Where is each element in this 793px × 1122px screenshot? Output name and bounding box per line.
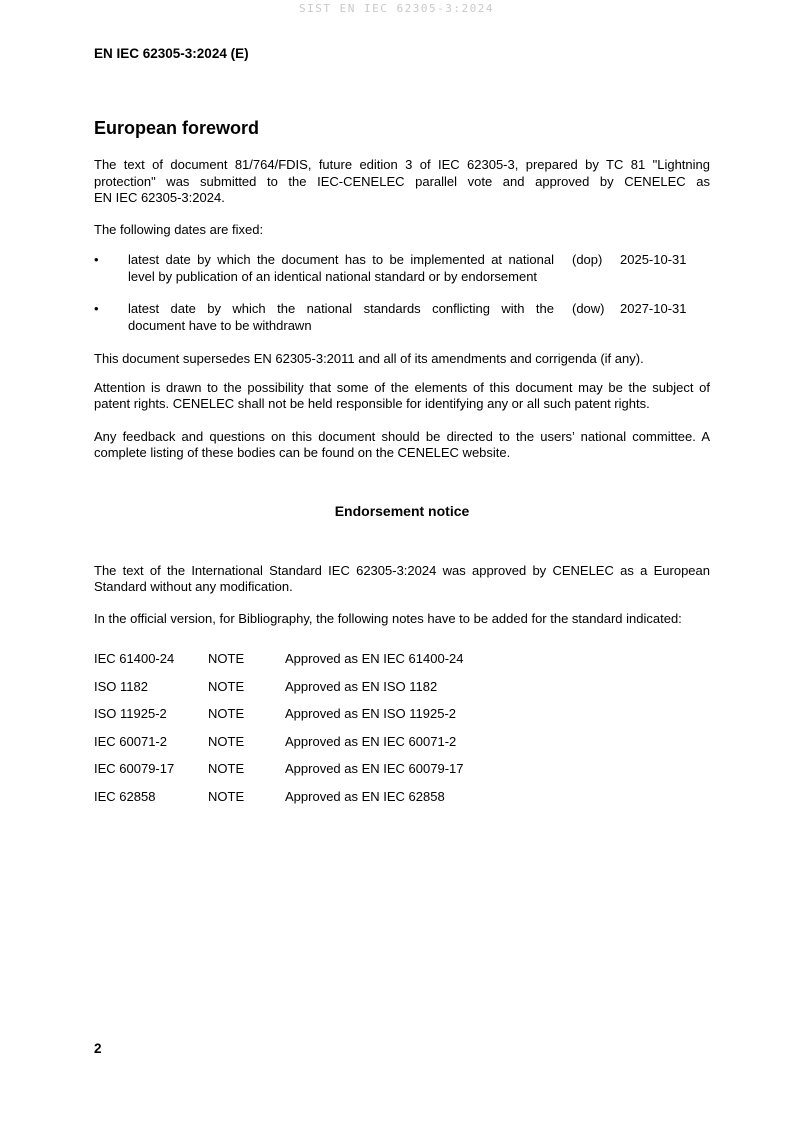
text-line: The following dates are fixed: — [94, 221, 264, 237]
date-label-dow: (dow) — [572, 301, 605, 316]
note-text: Approved as EN ISO 11925-2 — [285, 706, 457, 721]
note-keyword: NOTE — [208, 651, 245, 666]
note-text: Approved as EN IEC 60071-2 — [285, 733, 457, 749]
text-line: This document supersedes EN 62305-3:2011 and all of its amendments and corrigenda (if any). — [94, 351, 644, 366]
date-value-dow: 2027-10-31 — [620, 301, 687, 316]
note-text: Approved as EN ISO 1182 — [285, 678, 438, 694]
endorsement-heading: Endorsement notice — [334, 502, 470, 519]
note-keyword: NOTE — [208, 678, 245, 694]
text-line: latest date by which the document has to be implemented at national — [128, 252, 554, 267]
date-label-dop: (dop) — [572, 252, 603, 267]
note-keyword: NOTE — [208, 788, 245, 804]
text-line: The text of document 81/764/FDIS, future edition 3 of IEC 62305-3, prepared by TC 81 "Lightning — [94, 157, 710, 172]
foreword-paragraph-4 — [94, 429, 710, 462]
date-item-dow — [94, 301, 710, 334]
document-reference: EN IEC 62305-3:2024 (E) — [94, 46, 249, 61]
watermark-text: SIST EN IEC 62305-3:2024 — [299, 2, 494, 15]
text-line: Standard without any modification. — [94, 579, 293, 594]
note-keyword: NOTE — [208, 733, 245, 749]
table-row — [94, 679, 710, 696]
note-standard: IEC 61400-24 — [94, 651, 175, 666]
bullet-icon: • — [94, 301, 99, 316]
text-line: EN IEC 62305-3:2024. — [94, 190, 225, 205]
table-row — [94, 789, 710, 806]
note-text: Approved as EN IEC 62858 — [285, 788, 445, 804]
foreword-heading: European foreword — [94, 118, 260, 138]
note-standard: IEC 60071-2 — [94, 733, 167, 749]
text-line: document have to be withdrawn — [128, 317, 312, 333]
text-line: protection" was submitted to the IEC-CENELEC parallel vote and approved by CENELEC as — [94, 173, 710, 189]
text-line: In the official version, for Bibliography, the following notes have to be added for the standard indicated: — [94, 610, 682, 626]
table-row — [94, 761, 710, 778]
note-standard: ISO 11925-2 — [94, 706, 167, 721]
note-keyword: NOTE — [208, 761, 245, 776]
table-row — [94, 734, 710, 751]
date-item-dop — [94, 252, 710, 285]
date-item-text — [128, 301, 554, 334]
dates-intro — [94, 222, 710, 239]
text-line: latest date by which the national standards conflicting with the — [128, 301, 554, 316]
date-value-dop: 2025-10-31 — [620, 252, 687, 267]
page-number: 2 — [94, 1041, 102, 1056]
note-keyword: NOTE — [208, 706, 245, 721]
foreword-paragraph-3 — [94, 380, 710, 413]
bullet-icon: • — [94, 252, 99, 267]
text-line: Attention is drawn to the possibility that some of the elements of this document may be the subject of — [94, 379, 710, 395]
foreword-paragraph-2 — [94, 351, 710, 368]
note-standard: ISO 1182 — [94, 678, 148, 694]
date-item-text — [128, 252, 554, 285]
note-standard: IEC 60079-17 — [94, 761, 175, 776]
note-text: Approved as EN IEC 61400-24 — [285, 651, 464, 666]
text-line: patent rights. CENELEC shall not be held responsible for identifying any or all such patent rights. — [94, 396, 650, 411]
note-standard: IEC 62858 — [94, 788, 156, 804]
table-row — [94, 706, 710, 723]
text-line: Any feedback and questions on this document should be directed to the users’ national committee. A — [94, 428, 710, 444]
note-text: Approved as EN IEC 60079-17 — [285, 761, 464, 776]
table-row — [94, 651, 710, 668]
endorsement-paragraph-2 — [94, 611, 710, 628]
bibliography-notes-table — [94, 651, 710, 805]
text-line: level by publication of an identical national standard or by endorsement — [128, 268, 538, 284]
text-line: The text of the International Standard IEC 62305-3:2024 was approved by CENELEC as a European — [94, 562, 710, 578]
foreword-paragraph-1 — [94, 157, 710, 207]
text-line: complete listing of these bodies can be found on the CENELEC website. — [94, 445, 511, 460]
page-content — [94, 0, 710, 816]
endorsement-paragraph-1 — [94, 563, 710, 596]
